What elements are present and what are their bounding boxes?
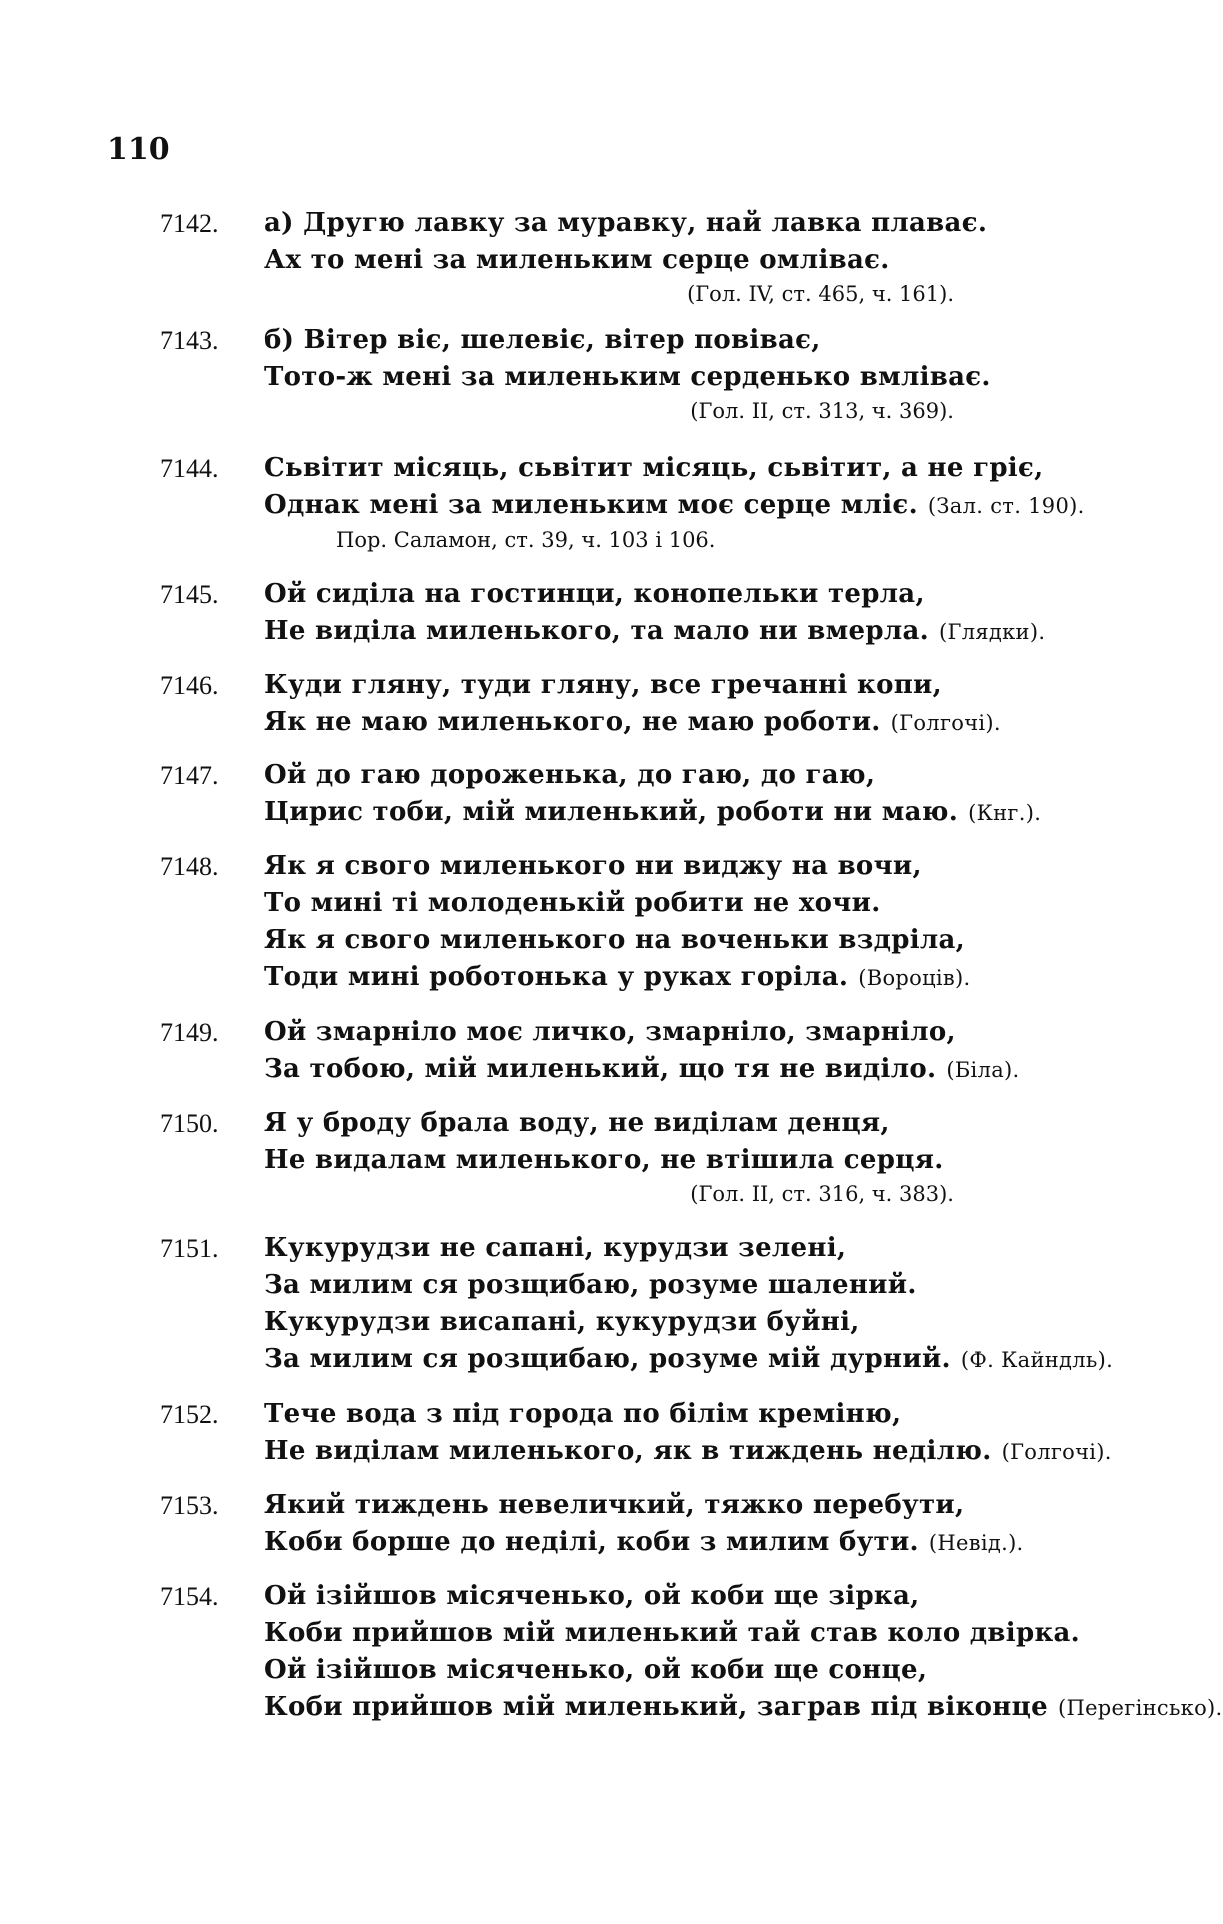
verse-line: Кукурудзи не сапані, курудзи зелені, bbox=[264, 1233, 847, 1263]
verse-line bbox=[264, 613, 1104, 651]
verse-line-text: Цирис тоби, мій миленький, роботи ни маю. bbox=[264, 797, 959, 827]
verse-line: Ой змарніло моє личко, змарніло, змарніло, bbox=[264, 1017, 956, 1047]
reference-note: (Гол. IV, ст. 465, ч. 161). bbox=[687, 282, 954, 306]
verse-line: То мині ті молоденькій робити не хочи. bbox=[264, 888, 881, 918]
verse-line-text: За милим ся розщибаю, розуме мій дурний. bbox=[264, 1344, 951, 1374]
entry-number: 7154. bbox=[160, 1582, 219, 1611]
reference-note: (Гол. II, ст. 316, ч. 383). bbox=[690, 1182, 954, 1206]
verse-line: Ой ізійшов місяченько, ой коби ще сонце, bbox=[264, 1655, 928, 1685]
source-note: (Ф. Кайндль). bbox=[960, 1348, 1114, 1372]
verse-line: Ой сиділа на гостинци, конопельки терла, bbox=[264, 579, 925, 609]
source-note: (Вороців). bbox=[858, 966, 971, 990]
verse-line-text: Як не маю миленького, не маю роботи. bbox=[264, 707, 881, 737]
verse-line-text: Коби прийшов мій миленький, заграв під віконце bbox=[264, 1692, 1048, 1722]
verse-line: Тече вода з під города по білім креміню, bbox=[264, 1399, 902, 1429]
verse-line bbox=[264, 1051, 1104, 1089]
verse-lines bbox=[264, 1014, 1104, 1089]
verse-lines bbox=[264, 1396, 1112, 1471]
verse-line bbox=[264, 1341, 1114, 1379]
verse-line: б) Вітер віє, шелевіє, вітер повіває, bbox=[264, 325, 821, 355]
verse-line: Коби прийшов мій миленький тай став коло двірка. bbox=[264, 1618, 1081, 1648]
verse-lines bbox=[264, 757, 1104, 832]
entry-number: 7144. bbox=[160, 454, 219, 483]
verse-line: Сьвітит місяць, сьвітит місяць, сьвітит, а не гріє, bbox=[264, 453, 1044, 483]
entry-number: 7149. bbox=[160, 1018, 219, 1047]
verse-lines bbox=[264, 205, 1104, 309]
source-note: (Зал. ст. 190). bbox=[927, 494, 1085, 518]
verse-line: Я у броду брала воду, не виділам денця, bbox=[264, 1108, 890, 1138]
verse-line-text: Не виділам миленького, як в тиждень неділю. bbox=[264, 1436, 992, 1466]
entry-number: 7153. bbox=[160, 1491, 219, 1520]
reference-note: Пор. Саламон, ст. 39, ч. 103 і 106. bbox=[336, 528, 716, 552]
entry-number: 7148. bbox=[160, 852, 219, 881]
verse-lines bbox=[264, 1230, 1114, 1379]
verse-line: Тото-ж мені за миленьким серденько вмліває. bbox=[264, 362, 991, 392]
verse-line bbox=[264, 1433, 1112, 1471]
verse-lines bbox=[264, 667, 1104, 742]
verse-line bbox=[264, 794, 1104, 832]
verse-lines bbox=[264, 1487, 1104, 1562]
verse-lines bbox=[264, 322, 1104, 426]
verse-line: Ой ізійшов місяченько, ой коби ще зірка, bbox=[264, 1581, 920, 1611]
verse-line bbox=[264, 704, 1104, 742]
verse-line bbox=[264, 1524, 1104, 1562]
entry-number: 7142. bbox=[160, 209, 219, 238]
source-note: (Голгочі). bbox=[1001, 1440, 1112, 1464]
verse-line-text: Однак мені за миленьким моє серце мліє. bbox=[264, 490, 918, 520]
verse-line: Куди гляну, туди гляну, все гречанні копи, bbox=[264, 670, 942, 700]
entry-number: 7147. bbox=[160, 761, 219, 790]
verse-line-text: Не виділа миленького, та мало ни вмерла. bbox=[264, 616, 929, 646]
verse-line bbox=[264, 487, 1104, 525]
verse-line: Не видалам миленького, не втішила серця. bbox=[264, 1145, 944, 1175]
verse-line-text: Тоди мині роботонька у руках горіла. bbox=[264, 962, 849, 992]
verse-line: Ах то мені за миленьким серце омліває. bbox=[264, 245, 890, 275]
verse-line: За милим ся розщибаю, розуме шалений. bbox=[264, 1270, 917, 1300]
source-note: (Перегінсько). bbox=[1057, 1696, 1223, 1720]
source-note: (Голгочі). bbox=[890, 711, 1001, 735]
verse-line-text: Коби борше до неділі, коби з милим бути. bbox=[264, 1527, 919, 1557]
verse-lines bbox=[264, 1578, 1223, 1727]
verse-line: Який тиждень невеличкий, тяжко перебути, bbox=[264, 1490, 965, 1520]
verse-line: а) Другю лавку за муравку, най лавка плаває. bbox=[264, 208, 988, 238]
verse-lines bbox=[264, 450, 1104, 555]
page-number: 110 bbox=[107, 132, 170, 167]
source-note: (Невід.). bbox=[928, 1531, 1024, 1555]
verse-line: Кукурудзи висапані, кукурудзи буйні, bbox=[264, 1307, 860, 1337]
entry-number: 7145. bbox=[160, 580, 219, 609]
source-note: (Глядки). bbox=[939, 620, 1046, 644]
verse-line: Як я свого миленького на воченьки вздріла, bbox=[264, 925, 966, 955]
source-note: (Кнг.). bbox=[968, 801, 1042, 825]
entry-number: 7152. bbox=[160, 1400, 219, 1429]
verse-lines bbox=[264, 576, 1104, 651]
verse-line bbox=[264, 1689, 1223, 1727]
verse-lines bbox=[264, 1105, 1104, 1209]
entry-number: 7150. bbox=[160, 1109, 219, 1138]
source-note: (Біла). bbox=[946, 1058, 1020, 1082]
verse-line: Ой до гаю дороженька, до гаю, до гаю, bbox=[264, 760, 876, 790]
verse-line bbox=[264, 959, 1104, 997]
verse-line-text: За тобою, мій миленький, що тя не виділо. bbox=[264, 1054, 937, 1084]
verse-line: Як я свого миленького ни виджу на вочи, bbox=[264, 851, 922, 881]
entry-number: 7151. bbox=[160, 1234, 219, 1263]
verse-lines bbox=[264, 848, 1104, 997]
reference-note: (Гол. II, ст. 313, ч. 369). bbox=[690, 399, 954, 423]
entry-number: 7146. bbox=[160, 671, 219, 700]
entry-number: 7143. bbox=[160, 326, 219, 355]
